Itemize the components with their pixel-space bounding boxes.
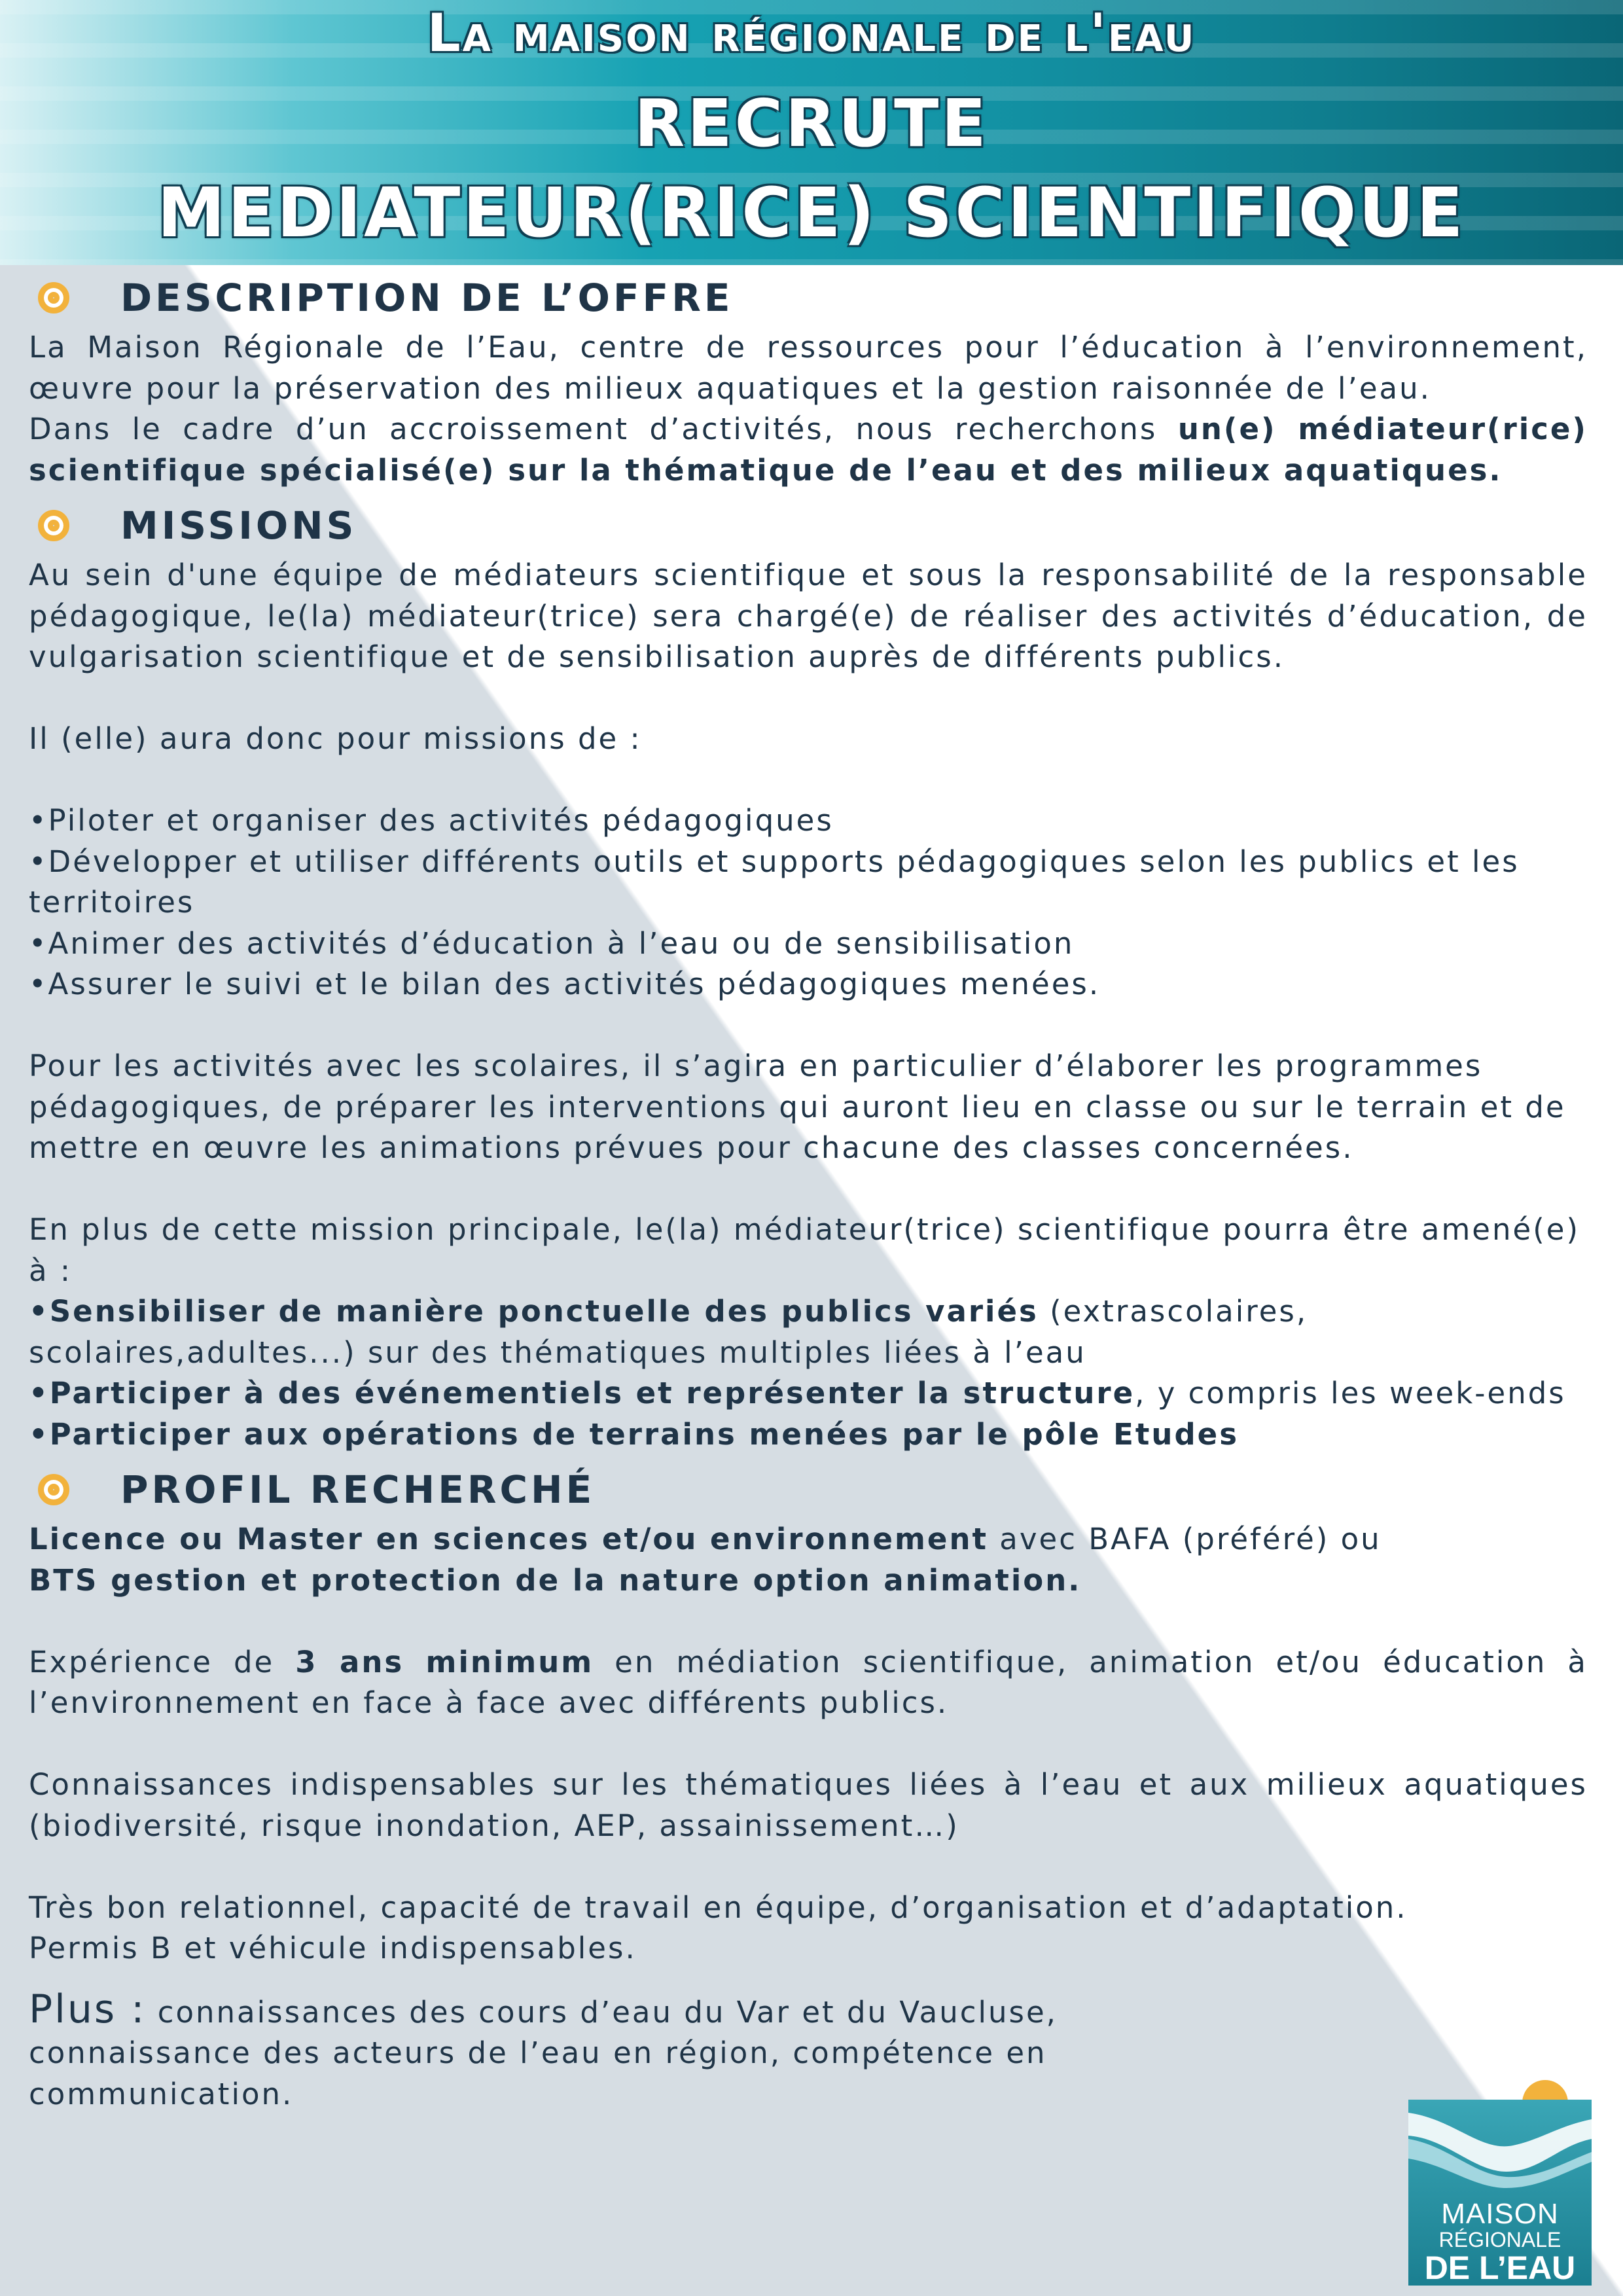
profil-plus: Plus : connaissances des cours d’eau du Var et du Vaucluse, connaissance des acteurs de l’eau en région, compétence en communication. xyxy=(29,1986,1058,2111)
list-item: •Participer aux opérations de terrains menées par le pôle Etudes xyxy=(29,1416,1239,1452)
highlight-text: un(e) médiateur(rice) scientifique spécialisé(e) sur la thématique de l’eau et des milieux aquatiques. xyxy=(29,412,1588,488)
logo-line: RÉGIONALE xyxy=(1438,2228,1561,2251)
plus-label: Plus : xyxy=(29,1986,147,2032)
list-item: •Animer des activités d’éducation à l’eau ou de sensibilisation xyxy=(29,925,1075,961)
header-job-title: MEDIATEUR(RICE) SCIENTIFIQUE xyxy=(157,173,1466,253)
target-bullet-icon xyxy=(38,510,69,541)
profil-knowledge: Connaissances indispensables sur les thématiques liées à l’eau et aux milieux aquatiques (biodiversité, risque inondation, AEP, assainissement…) xyxy=(29,1767,1588,1843)
logo-box xyxy=(1408,2100,1592,2286)
description-paragraph: Dans le cadre d’un accroissement d’activités, nous recherchons un(e) médiateur(rice) scientifique spécialisé(e) sur la thématique de l’eau et des milieux aquatiques. xyxy=(29,412,1588,488)
profil-soft-skills: Très bon relationnel, capacité de travail en équipe, d’organisation et d’adaptation. xyxy=(29,1890,1408,1925)
description-paragraph: La Maison Régionale de l’Eau, centre de ressources pour l’éducation à l’environnement, œuvre pour la préservation des milieux aquatiques et la gestion raisonnée de l’eau. xyxy=(29,330,1588,406)
header-organization: La maison régionale de l'eau xyxy=(427,3,1196,63)
list-item: •Participer à des événementiels et représenter la structure, y compris les week-ends xyxy=(29,1376,1566,1410)
section-title: DESCRIPTION DE L’OFFRE xyxy=(120,276,734,320)
target-bullet-icon xyxy=(38,1474,69,1505)
missions-extra-lead: En plus de cette mission principale, le(la) médiateur(trice) scientifique pourra être amené(e) à : xyxy=(29,1212,1580,1288)
section-title: PROFIL RECHERCHÉ xyxy=(120,1467,596,1512)
maison-regionale-logo xyxy=(1408,2080,1592,2286)
missions-intro: Au sein d'une équipe de médiateurs scientifique et sous la responsabilité de la responsable pédagogique, le(la) médiateur(trice) sera chargé(e) de réaliser des activités d’éducation, de vulgarisation scientifique et de sensibilisation auprès de différents publics. xyxy=(29,558,1588,674)
missions-lead: Il (elle) aura donc pour missions de : xyxy=(29,721,642,756)
section-title: MISSIONS xyxy=(120,503,357,548)
offer-content xyxy=(29,262,1588,2115)
missions-scolaires: Pour les activités avec les scolaires, il s’agira en particulier d’élaborer les programmes pédagogiques, de préparer les interventions qui auront lieu en classe ou sur le terrain et de mettre en œuvre les animations prévues pour chacune des classes concernées. xyxy=(29,1049,1566,1165)
header-banner xyxy=(0,0,1623,265)
target-bullet-icon xyxy=(38,282,69,314)
list-item: •Assurer le suivi et le bilan des activités pédagogiques menées. xyxy=(29,967,1101,1001)
section-heading-description xyxy=(29,268,1588,327)
section-heading-profil xyxy=(29,1460,1588,1519)
logo-line: DE L’EAU xyxy=(1424,2250,1576,2286)
list-item: •Développer et utiliser différents outils et supports pédagogiques selon les publics et les territoires xyxy=(29,844,1520,920)
header-recrute: RECRUTE xyxy=(634,85,989,162)
list-item: •Piloter et organiser des activités pédagogiques xyxy=(29,803,834,838)
profil-license: Permis B et véhicule indispensables. xyxy=(29,1931,637,1965)
profil-diplomas: Licence ou Master en sciences et/ou environnement avec BAFA (préféré) ou BTS gestion et protection de la nature option animation. xyxy=(29,1522,1382,1598)
section-heading-missions xyxy=(29,496,1588,555)
list-item: •Sensibiliser de manière ponctuelle des publics variés (extrascolaires, scolaires,adultes...) sur des thématiques multiples liées à l’eau xyxy=(29,1294,1308,1370)
logo-line: MAISON xyxy=(1441,2198,1559,2230)
profil-experience: Expérience de 3 ans minimum en médiation scientifique, animation et/ou éducation à l’environnement en face à face avec différents publics. xyxy=(29,1644,1588,1720)
wave-icon xyxy=(1408,2100,1592,2198)
